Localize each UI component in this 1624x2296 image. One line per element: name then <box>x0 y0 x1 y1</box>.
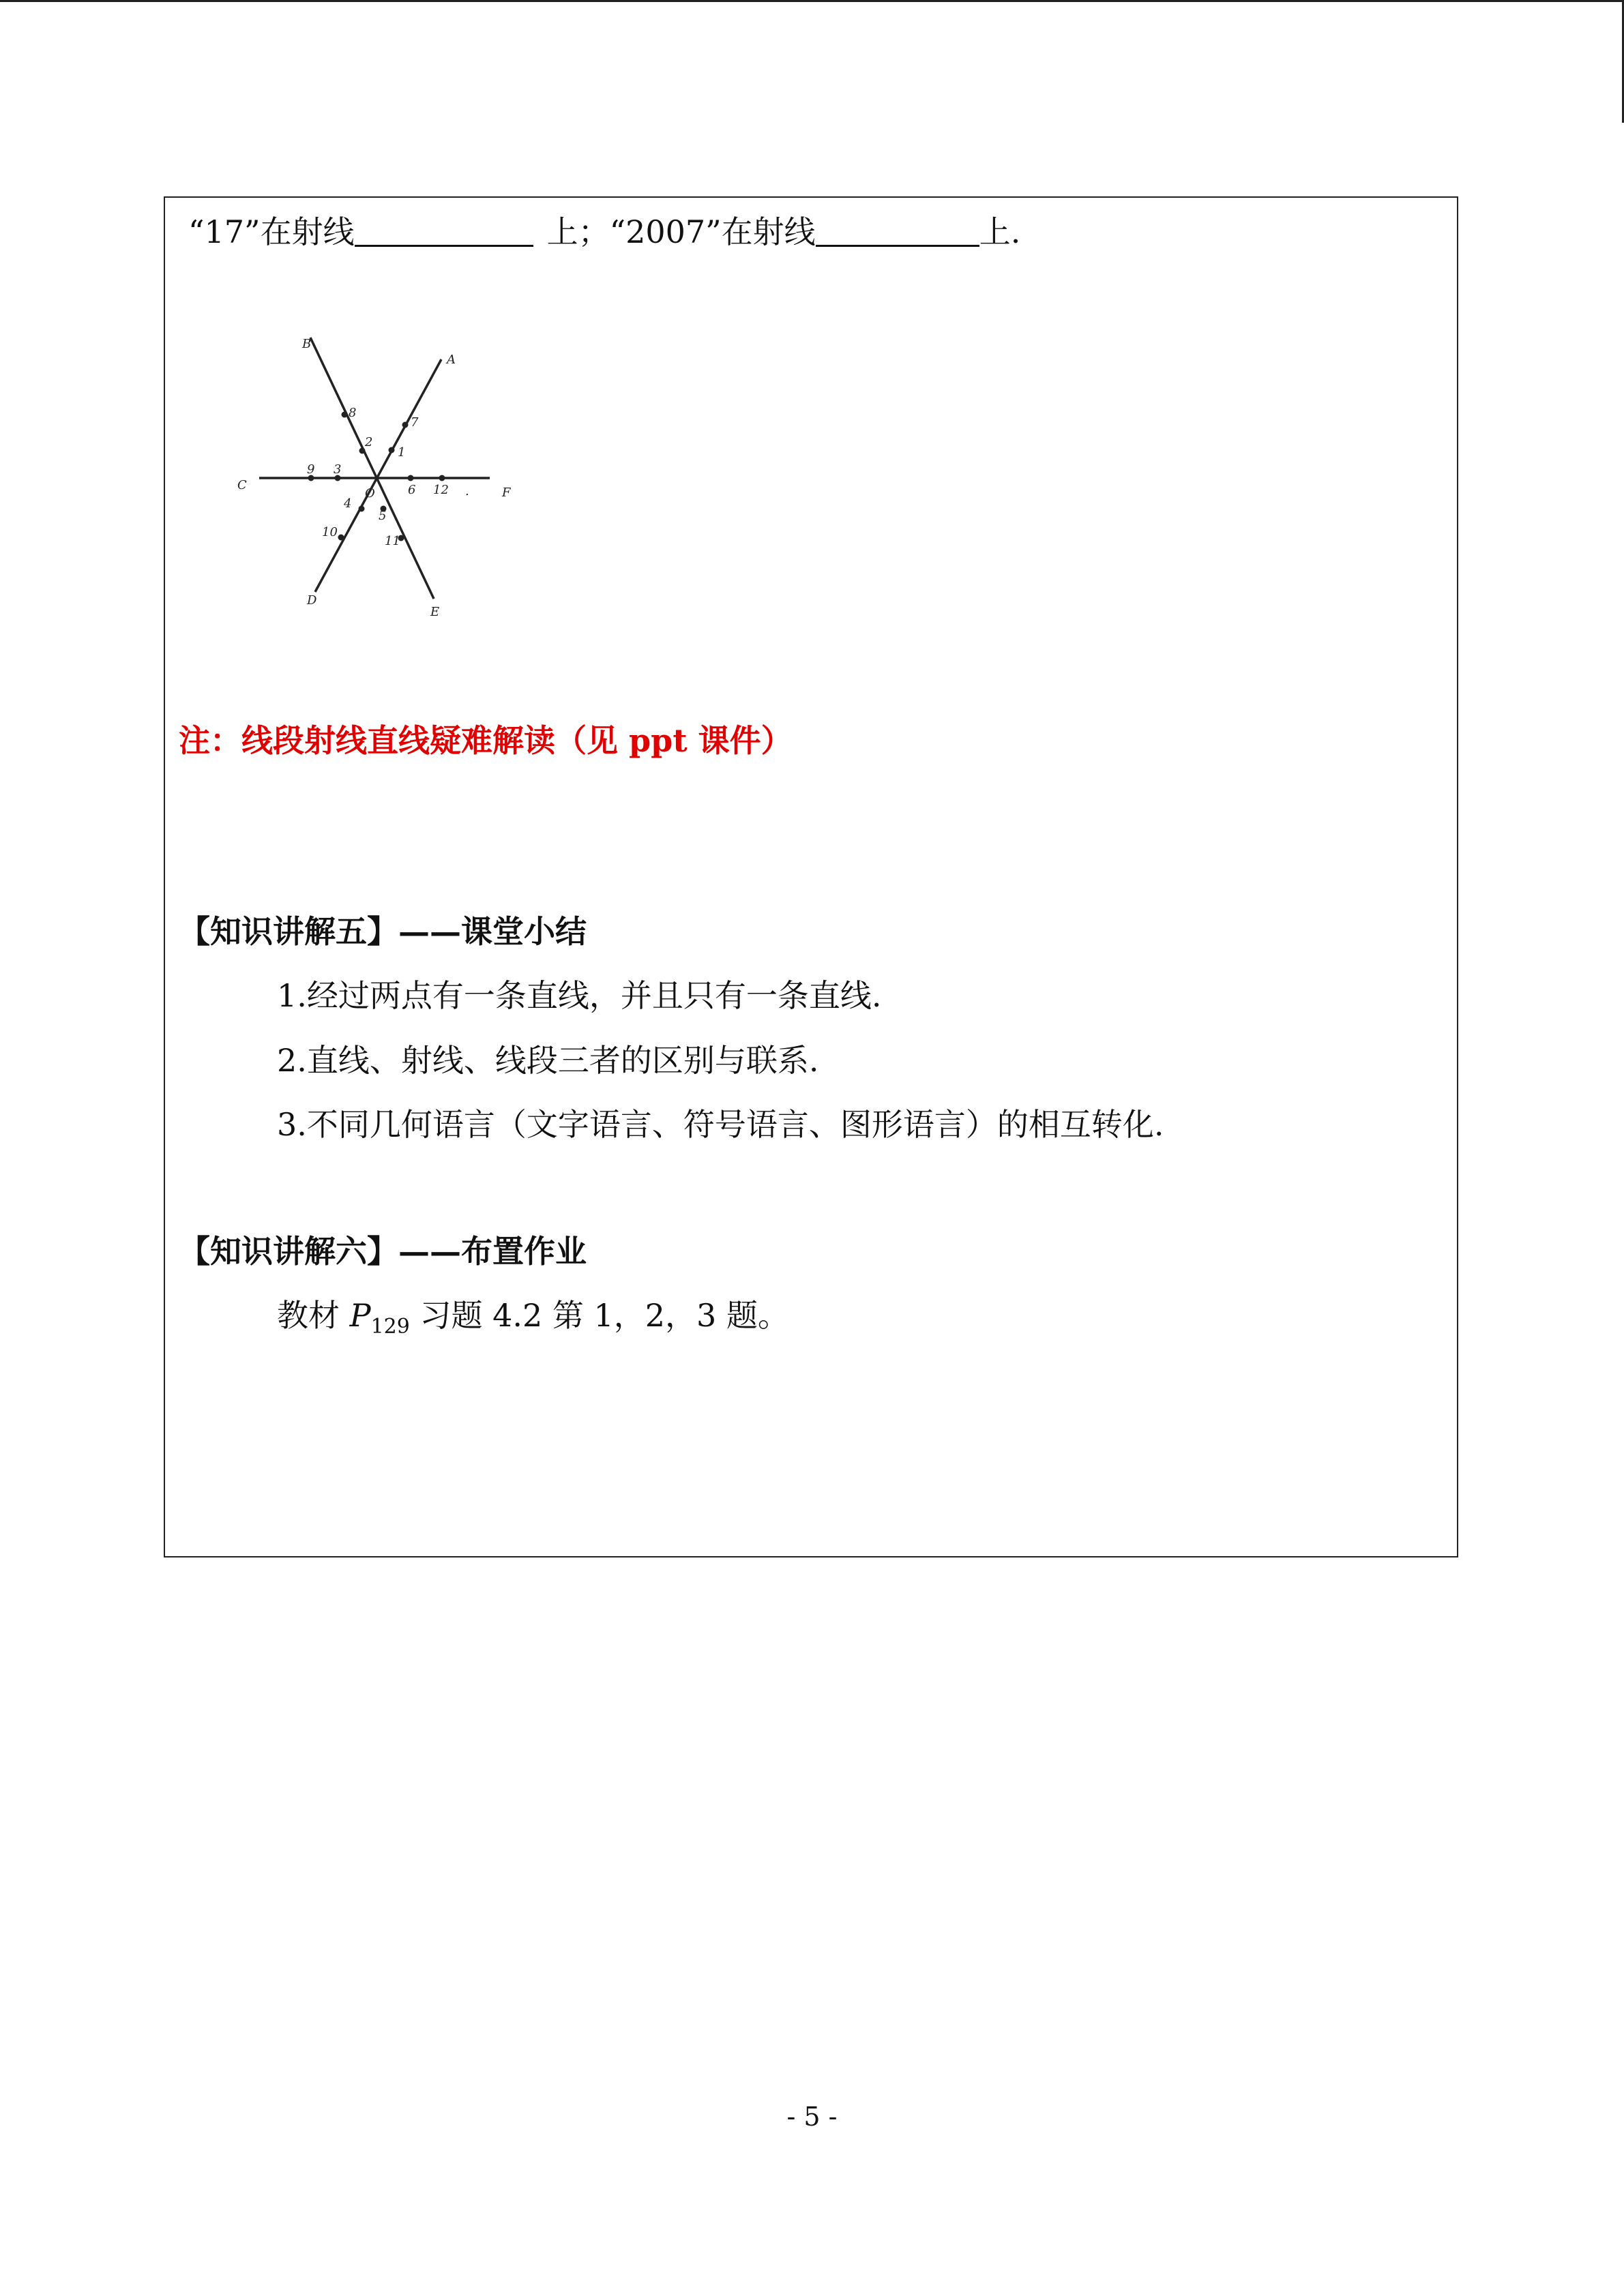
summary-item-2: 2.直线、射线、线段三者的区别与联系. <box>277 1042 819 1079</box>
label-E: E <box>430 605 440 619</box>
ray-diagram <box>225 327 525 627</box>
line-BE <box>310 338 434 599</box>
question-part-2007: “2007”在射线 <box>609 213 816 250</box>
homework-page-number: 129 <box>370 1315 410 1339</box>
label-10: 10 <box>322 525 338 539</box>
question-end: 上. <box>979 213 1021 250</box>
label-D: D <box>307 593 317 608</box>
homework-page-symbol: P <box>349 1297 371 1334</box>
label-2: 2 <box>365 435 373 449</box>
summary-item-1: 1.经过两点有一条直线，并且只有一条直线. <box>277 977 882 1014</box>
label-5: 5 <box>379 509 387 523</box>
label-O: O <box>365 486 375 501</box>
label-8: 8 <box>349 406 357 420</box>
homework-prefix: 教材 <box>277 1297 350 1334</box>
label-11: 11 <box>385 534 400 548</box>
label-3: 3 <box>334 462 342 477</box>
homework-line <box>277 1295 789 1339</box>
note-text: 注：线段射线直线疑难解读（见 ppt 课件） <box>179 722 793 759</box>
page-number: - 5 - <box>786 2102 838 2132</box>
label-12: 12 <box>433 483 449 497</box>
homework-suffix: 习题 4.2 第 1，2，3 题。 <box>409 1297 789 1334</box>
answer-blank-1[interactable] <box>355 213 533 247</box>
question-separator: 上； <box>546 213 610 250</box>
section-five-title: 【知识讲解五】——课堂小结 <box>179 913 587 950</box>
question-part-17: “17”在射线 <box>188 213 355 250</box>
label-dot: . <box>465 484 469 498</box>
label-B: B <box>302 337 312 351</box>
answer-blank-2[interactable] <box>816 213 979 247</box>
section-six-title: 【知识讲解六】——布置作业 <box>179 1233 587 1270</box>
question-line <box>188 211 1020 252</box>
label-7: 7 <box>411 415 419 430</box>
label-C: C <box>237 478 247 492</box>
summary-item-3: 3.不同几何语言（文字语言、符号语言、图形语言）的相互转化. <box>277 1106 1164 1143</box>
label-A: A <box>447 353 456 367</box>
label-9: 9 <box>307 462 315 477</box>
label-4: 4 <box>344 496 352 511</box>
label-6: 6 <box>408 483 416 497</box>
top-border <box>0 0 1624 2</box>
label-F: F <box>502 486 511 500</box>
label-1: 1 <box>398 445 406 460</box>
